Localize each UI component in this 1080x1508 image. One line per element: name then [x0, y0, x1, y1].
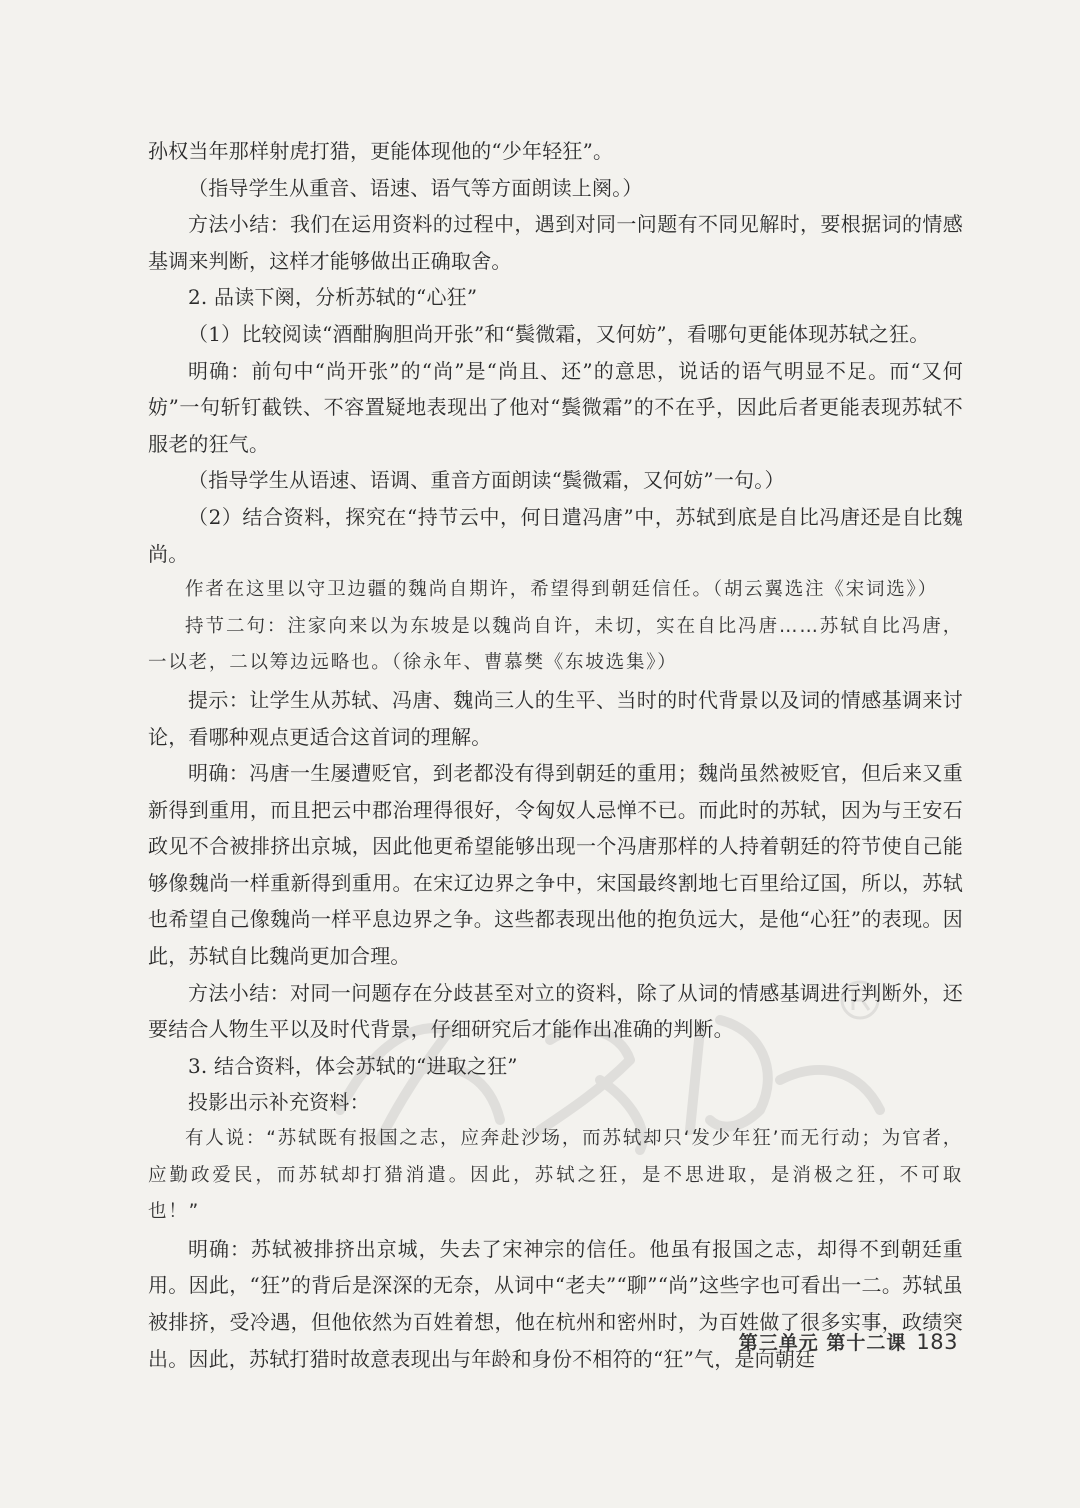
paragraph: （指导学生从重音、语速、语气等方面朗读上阕。）: [188, 175, 643, 200]
quoted-material: 持节二句：注家向来以为东坡是以魏尚自许，未切，实在自比冯唐……苏轼自比冯唐，一以老，二以筹边远略也。（徐永年、曹慕樊《东坡选集》）: [148, 615, 963, 674]
section-heading: 2. 品读下阕，分析苏轼的“心狂”: [188, 285, 478, 310]
page-number: 183: [916, 1330, 958, 1354]
unit-lesson-label: 第三单元 第十二课: [738, 1332, 907, 1354]
quoted-material: 有人说：“苏轼既有报国之志，应奔赴沙场，而苏轼却只‘发少年狂’而无行动；为官者，应勤政爱民，而苏轼却打猎消遣。因此，苏轼之狂，是不思进取，是消极之狂，不可取也！”: [148, 1128, 963, 1223]
quoted-material: 作者在这里以守卫边疆的魏尚自期许，希望得到朝廷信任。（胡云翼选注《宋词选》）: [185, 579, 938, 601]
paragraph: 明确：冯唐一生屡遭贬官，到老都没有得到朝廷的重用；魏尚虽然被贬官，但后来又重新得到重用，而且把云中郡治理得很好，令匈奴人忌惮不已。而此时的苏轼，因为与王安石政见不合被排挤出京城，因此他更希望能够出现一个冯唐那样的人持着朝廷的符节使自己能够像魏尚一样重新得到重用。在宋辽边界之争中，宋国最终割地七百里给辽国，所以，苏轼也希望自己像魏尚一样平息边界之争。这些都表现出他的抱负远大，是他“心狂”的表现。因此，苏轼自比魏尚更加合理。: [148, 761, 963, 969]
paragraph: 投影出示补充资料：: [188, 1090, 370, 1115]
section-heading: 3. 结合资料，体会苏轼的“进取之狂”: [188, 1053, 518, 1078]
paragraph: 方法小结：对同一问题存在分歧甚至对立的资料，除了从词的情感基调进行判断外，还要结合人物生平以及时代背景，仔细研究后才能作出准确的判断。: [148, 980, 963, 1042]
page-footer: [739, 1328, 958, 1355]
paragraph: 方法小结：我们在运用资料的过程中，遇到对同一问题有不同见解时，要根据词的情感基调来判断，这样才能够做出正确取舍。: [148, 212, 963, 273]
paragraph: 提示：让学生从苏轼、冯唐、魏尚三人的生平、当时的时代背景以及词的情感基调来讨论，看哪种观点更适合这首词的理解。: [148, 687, 963, 749]
paragraph: （指导学生从语速、语调、重音方面朗读“鬓微霜，又何妨”一句。）: [188, 468, 785, 493]
paragraph: （2）结合资料，探究在“持节云中，何日遣冯唐”中，苏轼到底是自比冯唐还是自比魏尚。: [148, 504, 963, 566]
paragraph: （1）比较阅读“酒酣胸胆尚开张”和“鬓微霜，又何妨”，看哪句更能体现苏轼之狂。: [188, 321, 930, 346]
page-body: [148, 133, 963, 1377]
paragraph: 明确：苏轼被排挤出京城，失去了宋神宗的信任。他虽有报国之志，却得不到朝廷重用。因此，“狂”的背后是深深的无奈，从词中“老夫”“聊”“尚”这些字也可看出一二。苏轼虽被排挤，受冷遇，但他依然为百姓着想，他在杭州和密州时，为百姓做了很多实事，政绩突出。因此，苏轼打猎时故意表现出与年龄和身份不相符的“狂”气，是向朝廷: [148, 1236, 963, 1371]
paragraph: 孙权当年那样射虎打猎，更能体现他的“少年轻狂”。: [148, 139, 614, 163]
paragraph: 明确：前句中“尚开张”的“尚”是“尚且、还”的意思，说话的语气明显不足。而“又何妨”一句斩钉截铁、不容置疑地表现出了他对“鬓微霜”的不在乎，因此后者更能表现苏轼不服老的狂气。: [148, 358, 963, 456]
